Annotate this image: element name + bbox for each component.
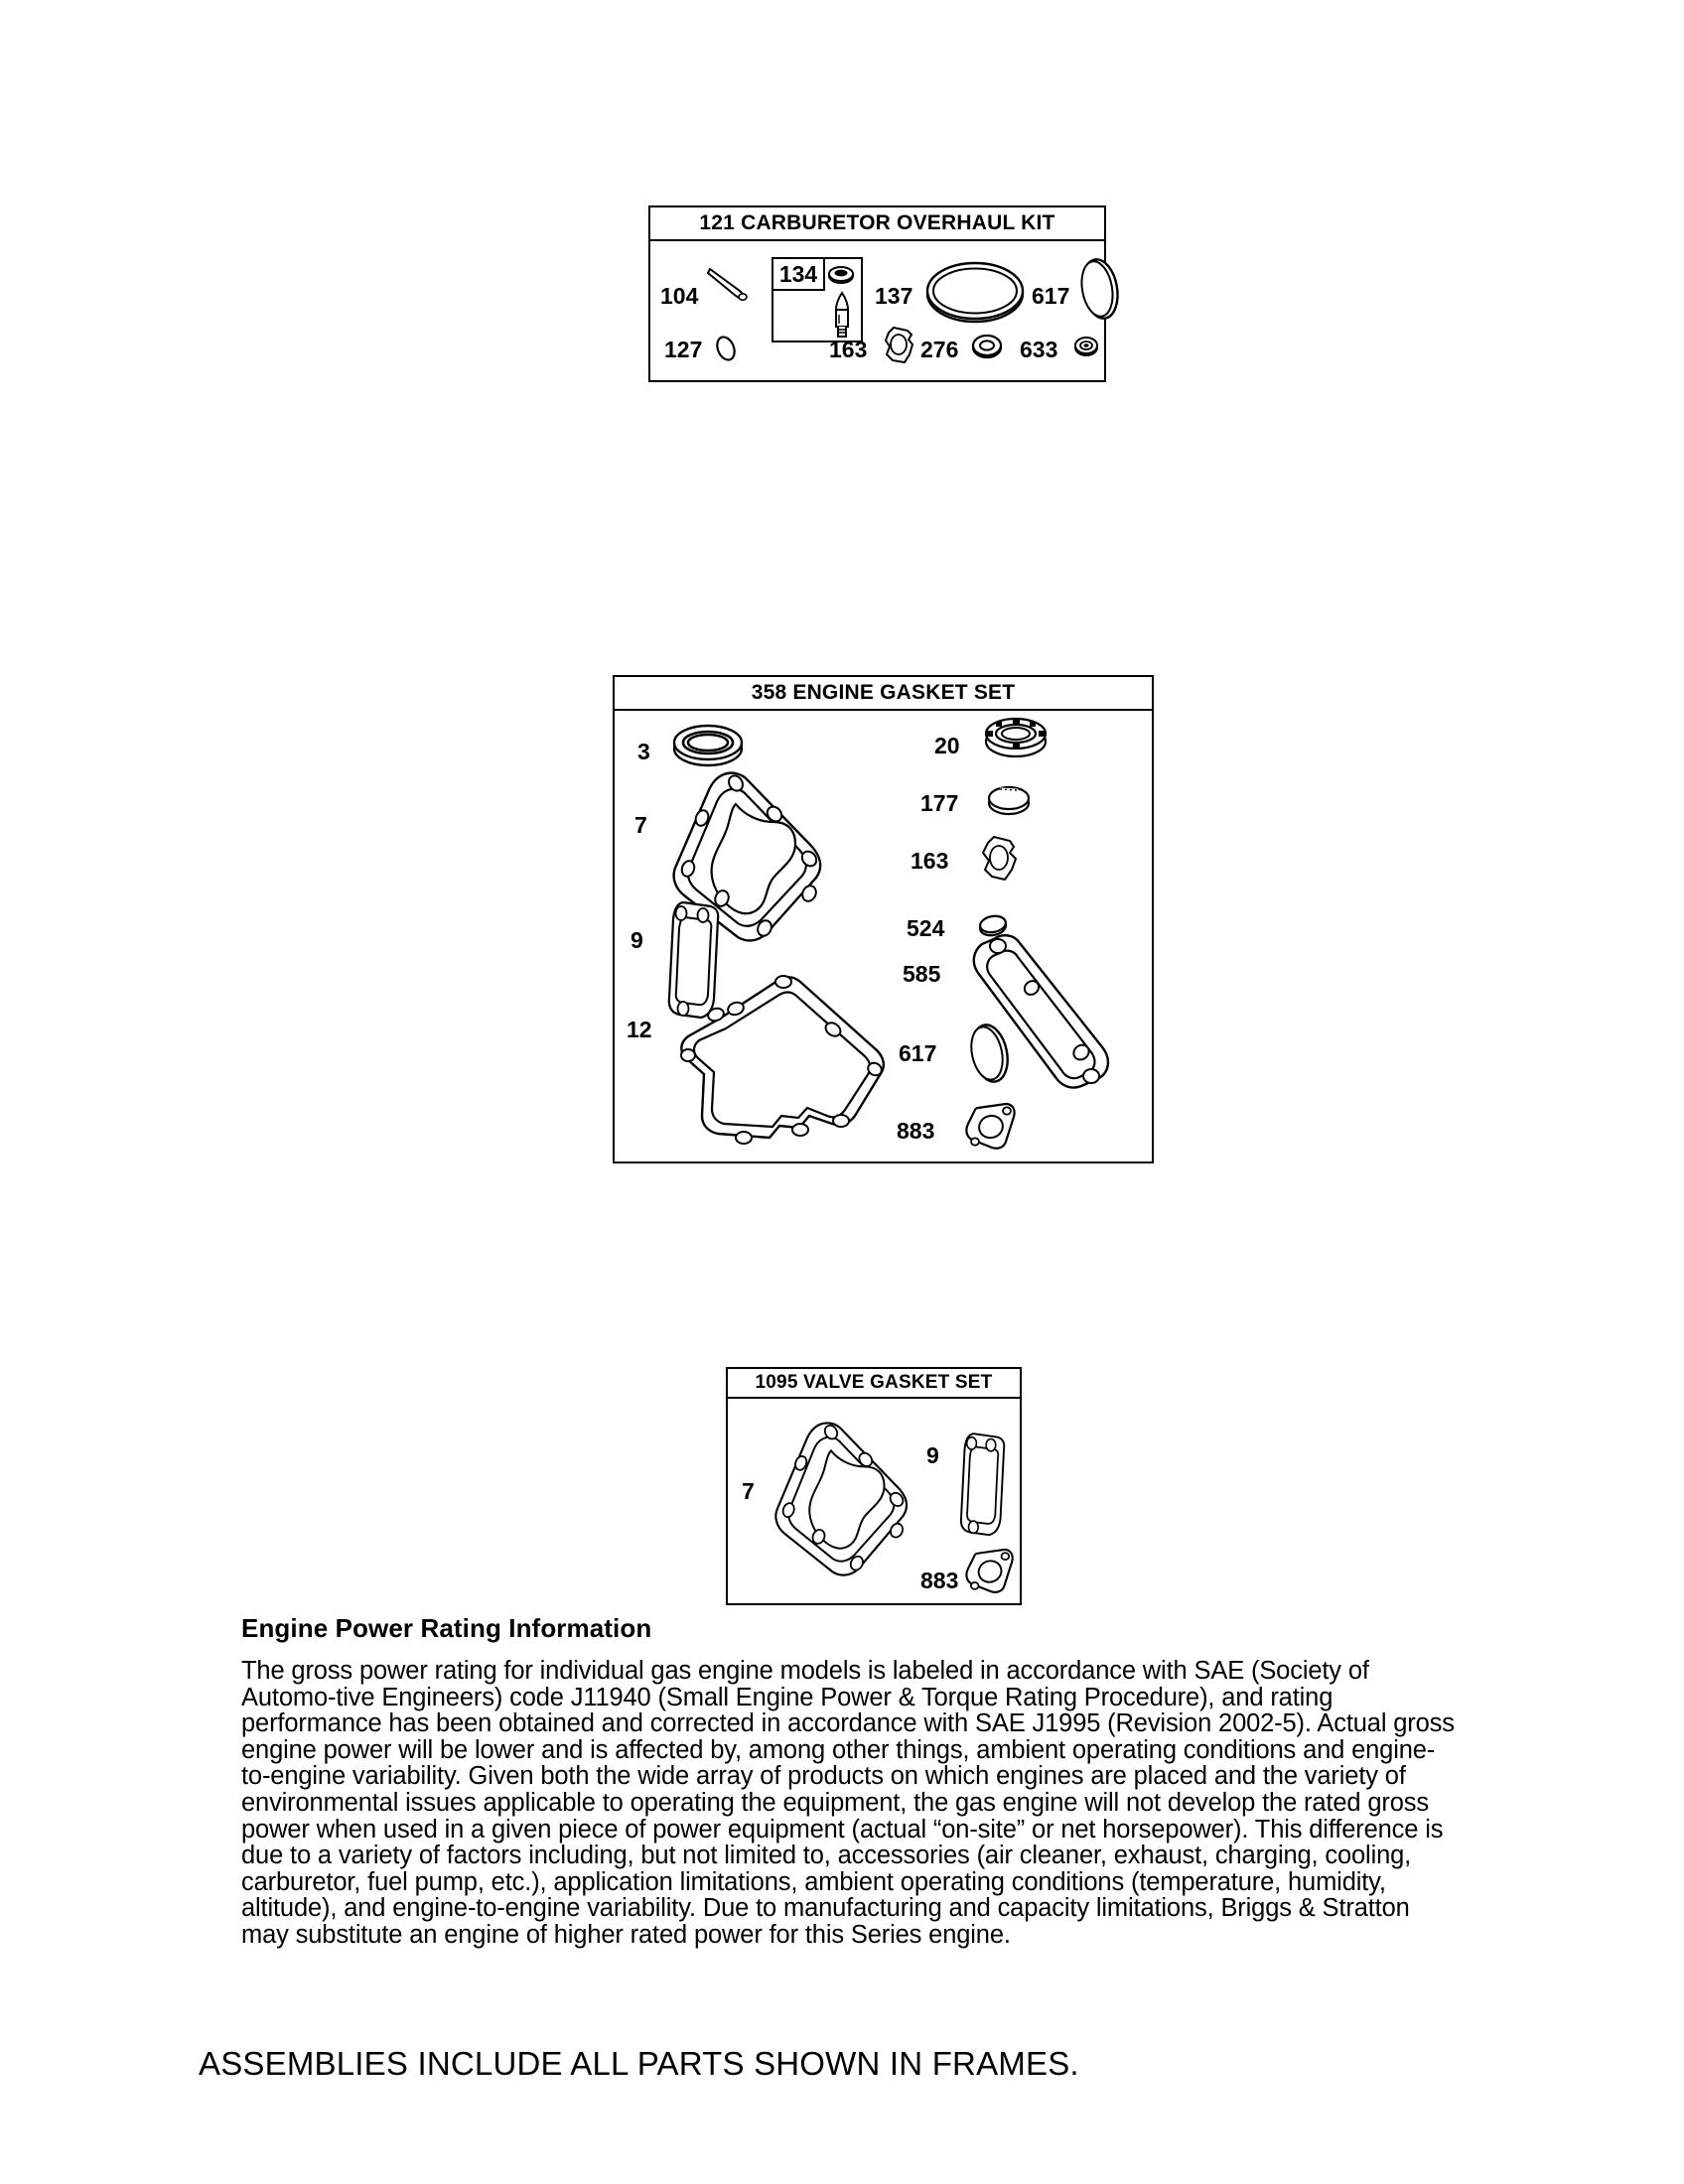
part-163-carburetor-gasket bbox=[978, 834, 1022, 884]
part-276-sealing-washer bbox=[970, 333, 1004, 360]
power-rating-body-text: The gross power rating for individual gas engine models is labeled in accordance with SAE (Society of Automo-tive Engineers) code J11940 (Small Engine Power & Torque Rating Procedure), and rating performance has been obtained and corrected in accordance with SAE J1995 (Revision 2002-5). Actual gross engine power will be lower and is affected by, among other things, ambient operating conditions and engine-to-engine variability. Given both the wide array of products on which engines are placed and the variety of environmental issues applicable to operating the equipment, the gas engine will not develop the rated gross power when used in a given piece of power equipment (actual “on-site” or net horsepower). This difference is due to a variety of factors including, but not limited to, accessories (air cleaner, exhaust, charging, cooling, carburetor, fuel pump, etc.), application limitations, ambient operating conditions (temperature, humidity, altitude), and engine-to-engine variability. Due to manufacturing and capacity limitations, Briggs & Stratton may substitute an engine of higher rated power for this Series engine. bbox=[241, 1657, 1455, 1949]
frame-body-engine-gasket bbox=[615, 711, 1152, 1161]
part-3-crankshaft-oil-seal bbox=[668, 721, 748, 772]
callout-524: 524 bbox=[907, 915, 945, 941]
part-137-bowl-gasket-ring bbox=[924, 257, 1026, 329]
frame-engine-gasket-set bbox=[613, 675, 1154, 1163]
part-9-valve-cover-gasket bbox=[954, 1429, 1012, 1543]
part-127-small-washer bbox=[712, 333, 740, 364]
callout-633: 633 bbox=[1020, 337, 1058, 362]
part-633-grommet bbox=[1071, 333, 1101, 360]
part-163-carburetor-gasket bbox=[881, 325, 918, 366]
frame-title-valve-gasket: 1095 VALVE GASKET SET bbox=[728, 1369, 1020, 1399]
callout-137: 137 bbox=[875, 283, 913, 309]
callout-177: 177 bbox=[920, 790, 959, 816]
callout-9-valve: 9 bbox=[926, 1442, 939, 1468]
callout-163: 163 bbox=[829, 337, 868, 362]
callout-104: 104 bbox=[660, 283, 699, 309]
part-617-o-ring bbox=[1077, 255, 1121, 323]
callout-276: 276 bbox=[920, 337, 959, 362]
frame-carburetor-overhaul-kit bbox=[648, 205, 1106, 382]
callout-585: 585 bbox=[903, 961, 941, 987]
frame-title-carburetor: 121 CARBURETOR OVERHAUL KIT bbox=[650, 207, 1104, 241]
callout-883-engine: 883 bbox=[897, 1118, 935, 1144]
callout-127: 127 bbox=[664, 337, 703, 362]
engine-power-rating-section bbox=[241, 1613, 1458, 1949]
callout-163-engine: 163 bbox=[911, 848, 949, 874]
frame-body-carburetor bbox=[650, 241, 1104, 380]
callout-883-valve: 883 bbox=[920, 1568, 959, 1593]
power-rating-heading: Engine Power Rating Information bbox=[241, 1613, 652, 1643]
frame-valve-gasket-set bbox=[726, 1367, 1022, 1605]
part-20-bearing-seal-ring bbox=[980, 715, 1052, 762]
part-883-exhaust-gasket bbox=[964, 1102, 1020, 1152]
callout-7: 7 bbox=[634, 812, 647, 838]
callout-7-valve: 7 bbox=[742, 1478, 755, 1504]
assemblies-footer-note: ASSEMBLIES INCLUDE ALL PARTS SHOWN IN FRAMES. bbox=[199, 2045, 1079, 2082]
part-883-exhaust-gasket bbox=[964, 1548, 1018, 1595]
part-177-retaining-ring bbox=[984, 784, 1034, 818]
part-7-cylinder-head-gasket bbox=[766, 1409, 929, 1597]
callout-134: 134 bbox=[772, 257, 825, 291]
frame-body-valve-gasket bbox=[728, 1399, 1020, 1603]
callout-20: 20 bbox=[934, 733, 960, 758]
callout-12: 12 bbox=[627, 1017, 652, 1042]
part-12-crankcase-sump-gasket bbox=[660, 967, 909, 1156]
part-617-o-ring bbox=[966, 1021, 1012, 1086]
callout-617-engine: 617 bbox=[899, 1040, 937, 1066]
part-134-float-valve-seat bbox=[825, 263, 857, 287]
callout-9: 9 bbox=[631, 927, 643, 953]
part-104-needle-valve-pin bbox=[706, 263, 758, 303]
callout-3: 3 bbox=[637, 739, 650, 764]
subframe-134 bbox=[772, 257, 863, 342]
part-134-float-valve-needle bbox=[827, 291, 857, 342]
callout-617: 617 bbox=[1032, 283, 1070, 309]
frame-title-engine-gasket: 358 ENGINE GASKET SET bbox=[615, 677, 1152, 711]
